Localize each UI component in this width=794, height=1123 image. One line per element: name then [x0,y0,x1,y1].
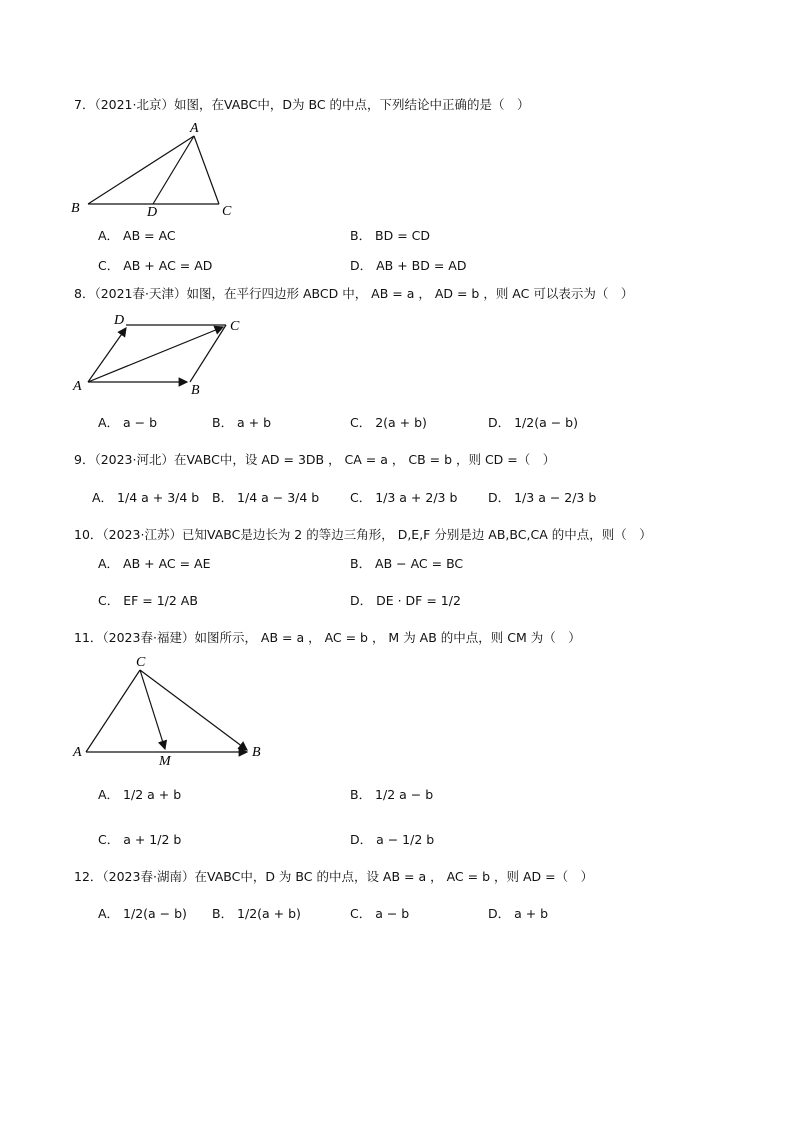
question-7-option-a[interactable]: A． AB = AC [98,228,176,243]
label-a: A [73,745,82,760]
question-7-option-d[interactable]: D． AB + BD = AD [350,258,467,273]
question-11-option-b[interactable]: B． 1/2 a − b [350,787,434,802]
question-7-option-c[interactable]: C． AB + AC = AD [98,258,213,273]
question-8-option-b[interactable]: B． a + b [212,415,272,430]
label-b: B [71,201,80,216]
question-8-option-c[interactable]: C． 2(a + b) [350,415,427,430]
question-10-stem: 10．（2023·江苏）已知VABC是边长为 2 的等边三角形， D,E,F 分别是边 AB,BC,CA 的中点，则（ ） [74,527,652,542]
question-10-option-a[interactable]: A． AB + AC = AE [98,556,211,571]
question-9-stem: 9．（2023·河北）在VABC中，设 AD = 3DB ， CA = a ， CB = b ，则 CD =（ ） [74,452,556,467]
label-a: A [73,379,82,394]
label-m: M [159,754,171,767]
question-12-option-b[interactable]: B． 1/2(a + b) [212,906,301,921]
question-11-stem: 11．（2023春·福建）如图所示， AB = a ， AC = b ， M 为 AB 的中点，则 CM 为（ ） [74,630,581,645]
label-a: A [190,121,199,136]
question-8-stem: 8．（2021春·天津）如图，在平行四边形 ABCD 中， AB = a ， AD = b ，则 AC 可以表示为（ ） [74,286,634,301]
question-12-option-a[interactable]: A． 1/2(a − b) [98,906,187,921]
question-12-option-d[interactable]: D． a + b [488,906,549,921]
label-b: B [252,745,261,760]
question-9-option-d[interactable]: D． 1/3 a − 2/3 b [488,490,597,505]
question-7-option-b[interactable]: B． BD = CD [350,228,431,243]
label-b: B [191,383,200,398]
question-12-option-c[interactable]: C． a − b [350,906,410,921]
question-11-option-c[interactable]: C． a + 1/2 b [98,832,182,847]
question-7-stem: 7．（2021·北京）如图，在VABC中，D为 BC 的中点，下列结论中正确的是（ ） [74,97,530,112]
question-10-option-b[interactable]: B． AB − AC = BC [350,556,464,571]
question-8-option-a[interactable]: A． a − b [98,415,158,430]
question-8-option-d[interactable]: D． 1/2(a − b) [488,415,578,430]
question-11-option-d[interactable]: D． a − 1/2 b [350,832,435,847]
label-c: C [230,319,240,334]
label-c: C [222,204,232,219]
label-d: D [147,205,158,220]
label-d: D [114,313,125,328]
question-9-option-a[interactable]: A． 1/4 a + 3/4 b [92,490,200,505]
question-9-option-c[interactable]: C． 1/3 a + 2/3 b [350,490,458,505]
question-10-option-d[interactable]: D． DE · DF = 1/2 [350,593,461,608]
question-8-figure [70,312,260,402]
question-9-option-b[interactable]: B． 1/4 a − 3/4 b [212,490,320,505]
question-12-stem: 12．（2023春·湖南）在VABC中，D 为 BC 的中点，设 AB = a ， AC = b ，则 AD =（ ） [74,869,594,884]
question-11-figure [70,652,270,767]
label-c: C [136,655,146,670]
question-11-option-a[interactable]: A． 1/2 a + b [98,787,182,802]
question-10-option-c[interactable]: C． EF = 1/2 AB [98,593,198,608]
